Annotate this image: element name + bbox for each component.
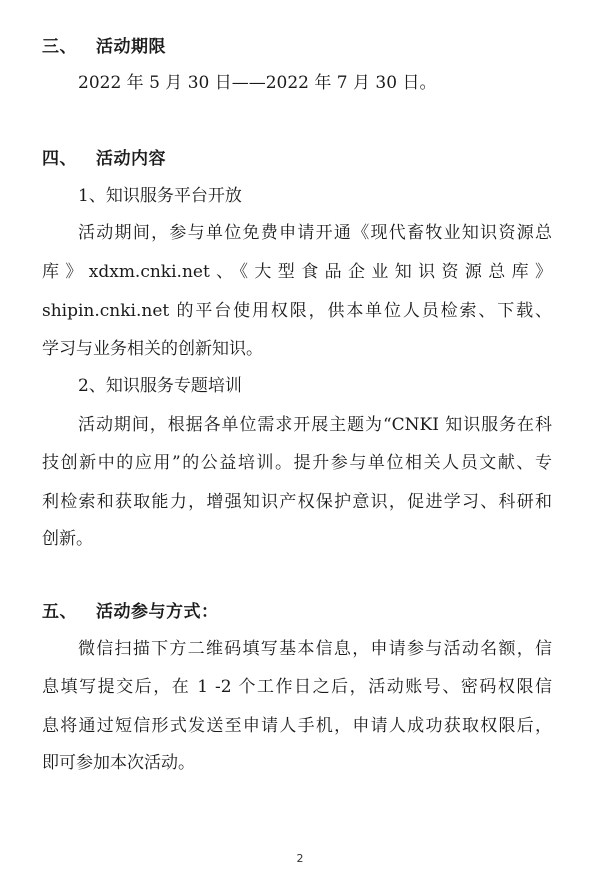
page-number: 2 bbox=[296, 852, 304, 865]
section-4-number: 四、 bbox=[42, 149, 77, 169]
item-1-line: 学习与业务相关的创新知识。 bbox=[42, 339, 263, 359]
participation-line: 微信扫描下方二维码填写基本信息，申请参与活动名额，信 bbox=[78, 639, 552, 659]
participation-line: 即可参加本次活动。 bbox=[42, 753, 195, 773]
section-5-heading bbox=[42, 597, 219, 622]
item-2-line: 利检索和获取能力，增强知识产权保护意识，促进学习、科研和 bbox=[42, 492, 552, 512]
item-1-line: shipin.cnki.net 的平台使用权限，供本单位人员检索、下载、 bbox=[42, 301, 552, 321]
section-3-title: 活动期限 bbox=[96, 37, 166, 57]
participation-line: 息将通过短信形式发送至申请人手机，申请人成功获取权限后， bbox=[42, 716, 552, 736]
item-1-line: 活动期间，参与单位免费申请开通《现代畜牧业知识资源总 bbox=[78, 223, 552, 243]
section-4-title: 活动内容 bbox=[96, 149, 166, 169]
section-3-number: 三、 bbox=[42, 37, 77, 57]
section-5-number: 五、 bbox=[42, 602, 77, 622]
participation-line: 息填写提交后，在 1 -2 个工作日之后，活动账号、密码权限信 bbox=[42, 677, 552, 697]
section-4-heading bbox=[42, 144, 166, 169]
section-3-heading bbox=[42, 32, 166, 57]
item-2-line: 创新。 bbox=[42, 529, 93, 549]
activity-period: 2022 年 5 月 30 日——2022 年 7 月 30 日。 bbox=[78, 73, 437, 93]
item-1-title: 1、知识服务平台开放 bbox=[78, 186, 242, 206]
item-2-line: 活动期间，根据各单位需求开展主题为“CNKI 知识服务在科 bbox=[78, 415, 552, 435]
section-5-title: 活动参与方式： bbox=[96, 602, 219, 622]
item-2-title: 2、知识服务专题培训 bbox=[78, 376, 242, 396]
item-1-line: 库》xdxm.cnki.net、《大型食品企业知识资源总库》 bbox=[42, 262, 552, 282]
item-2-line: 技创新中的应用”的公益培训。提升参与单位相关人员文献、专 bbox=[42, 453, 552, 473]
